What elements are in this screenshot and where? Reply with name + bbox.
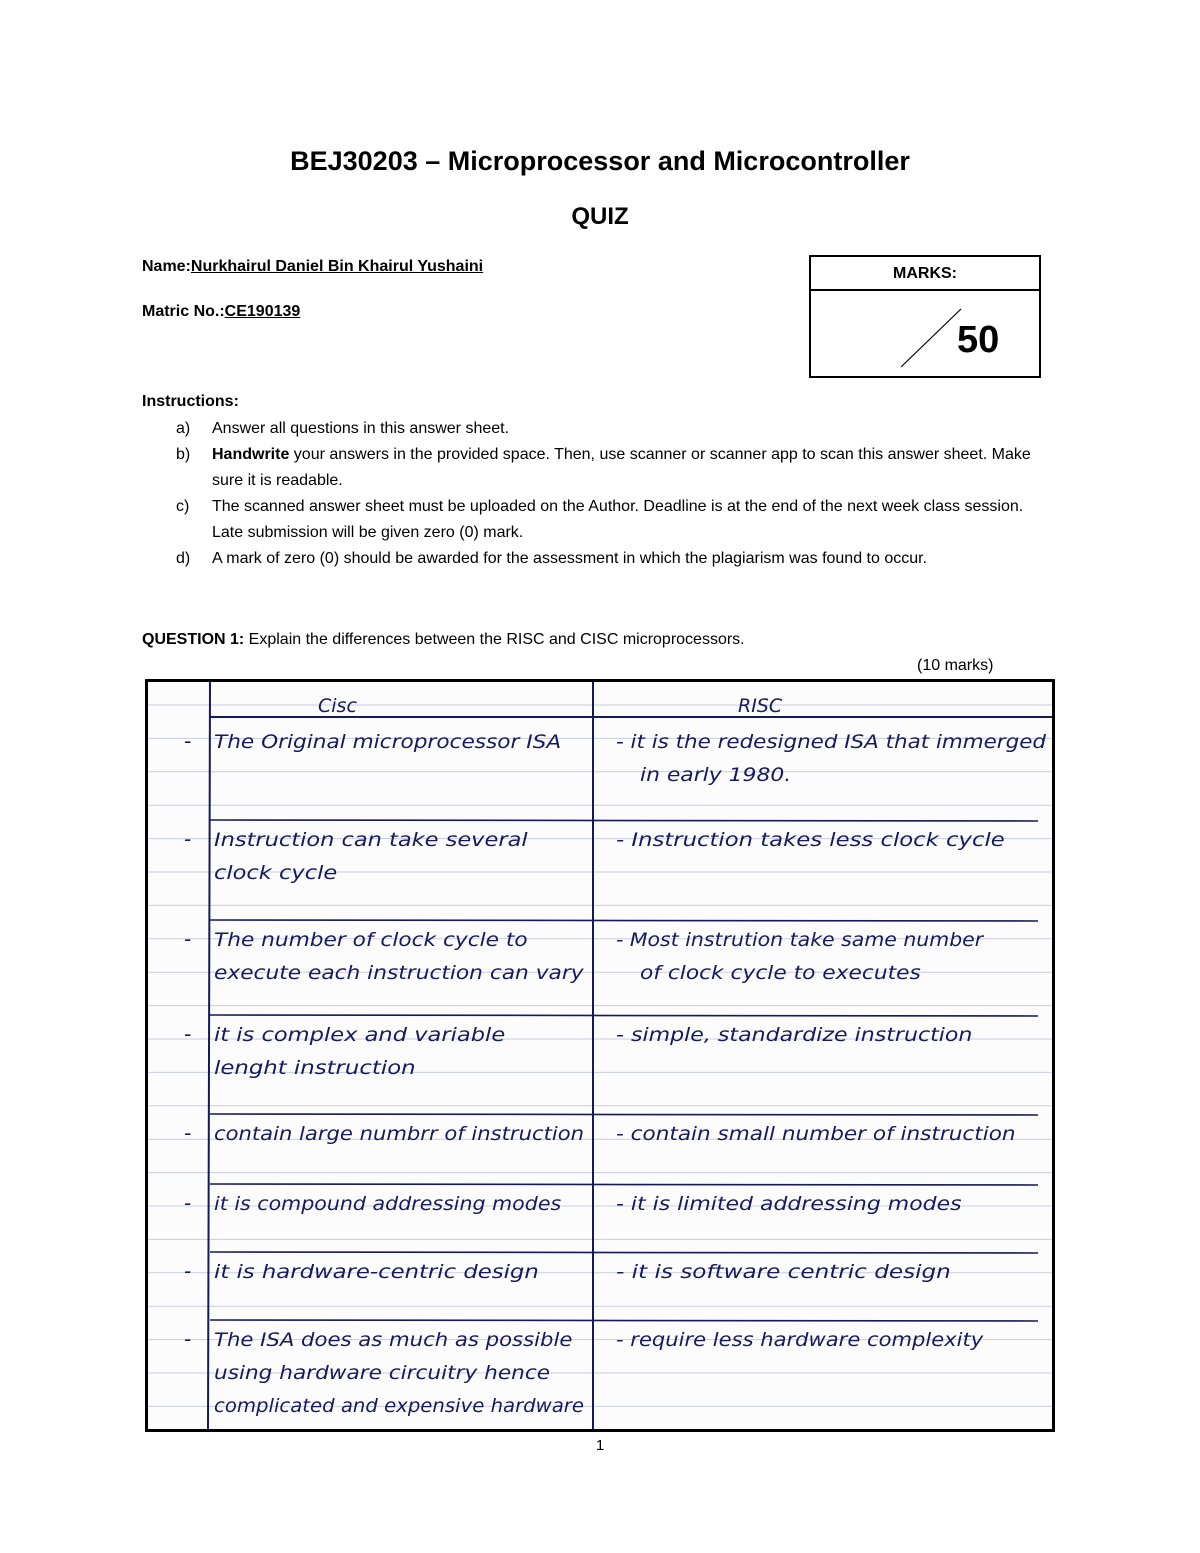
matric-label: Matric No.:: [142, 303, 225, 320]
answer-row: [184, 1022, 1038, 1115]
risc-answer-line: - Most instrution take same number: [616, 929, 985, 951]
instruction-text: The scanned answer sheet must be uploaded on the Author. Deadline is at the end of the next week class session. Late submission will be given zero (0) mark.: [212, 498, 1024, 541]
cisc-answer-line: it is complex and variable: [214, 1024, 506, 1046]
cisc-answer-line: The ISA does as much as possible: [214, 1329, 573, 1351]
name-label: Name:: [142, 258, 191, 275]
cisc-answer-line: execute each instruction can vary: [214, 962, 585, 984]
risc-answer-line: of clock cycle to executes: [640, 962, 921, 984]
ruled-lines: [148, 705, 1052, 1406]
row-separator: [210, 1184, 1038, 1185]
question-1-label: QUESTION 1:: [142, 631, 245, 648]
row-dash: -: [184, 1259, 192, 1283]
risc-answer-line: - require less hardware complexity: [616, 1329, 985, 1351]
answer-row: [184, 927, 1038, 1016]
instruction-text: Answer all questions in this answer sheet.: [212, 420, 510, 437]
row-dash: -: [184, 1121, 192, 1145]
instruction-item: [176, 416, 1056, 442]
instruction-letter: c): [176, 498, 190, 515]
question-1-marks: (10 marks): [917, 657, 994, 674]
risc-answer-line: - it is the redesigned ISA that immerged: [616, 731, 1048, 753]
cisc-answer-line: clock cycle: [214, 862, 338, 884]
cisc-answer-line: using hardware circuitry hence: [214, 1362, 550, 1384]
instruction-bold: Handwrite: [212, 446, 290, 463]
matric-value: CE190139: [224, 303, 301, 320]
row-separator: [210, 1015, 1038, 1016]
slash-divider: [899, 307, 963, 369]
answer-row: [184, 1259, 1038, 1321]
quiz-title: QUIZ: [571, 203, 629, 230]
cisc-answer-line: it is compound addressing modes: [214, 1193, 562, 1215]
risc-answer-line: - contain small number of instruction: [616, 1123, 1016, 1145]
answer-row: [184, 827, 1038, 921]
risc-answer-line: - Instruction takes less clock cycle: [616, 829, 1005, 851]
answer-row: [184, 1121, 1038, 1185]
margin-line: [208, 682, 210, 1429]
row-dash: -: [184, 1191, 192, 1215]
risc-answer-line: in early 1980.: [640, 764, 792, 786]
marks-total: 50: [957, 319, 1000, 361]
row-separator: [210, 1252, 1038, 1253]
instruction-letter: a): [176, 420, 191, 437]
row-separator: [210, 820, 1038, 821]
question-1-text: Explain the differences between the RISC and CISC microprocessors.: [244, 631, 745, 648]
cisc-answer-line: Instruction can take several: [214, 829, 529, 851]
marks-box: [809, 255, 1041, 378]
instruction-text: [212, 442, 1056, 494]
instruction-letter: b): [176, 446, 191, 463]
risc-header: RISC: [738, 695, 783, 717]
instruction-item: [176, 546, 1056, 572]
instruction-rest: your answers in the provided space. Then, use scanner or scanner app to scan this answer sheet. Make sure it is readable.: [212, 446, 1031, 489]
row-dash: -: [184, 1327, 192, 1351]
name-field: [142, 258, 483, 276]
cisc-answer-line: it is hardware-centric design: [214, 1261, 539, 1283]
row-dash: -: [184, 729, 192, 753]
cisc-answer-line: The Original microprocessor ISA: [214, 731, 562, 753]
marks-label: MARKS:: [811, 257, 1039, 291]
risc-answer-line: - it is limited addressing modes: [616, 1193, 962, 1215]
page-number: 1: [595, 1437, 605, 1454]
cisc-answer-line: The number of clock cycle to: [214, 929, 528, 951]
row-separator: [210, 1114, 1038, 1115]
answer-row: [184, 1327, 984, 1417]
cisc-answer-line: complicated and expensive hardware: [214, 1395, 584, 1417]
instructions-heading: Instructions:: [142, 393, 239, 410]
course-title: BEJ30203 – Microprocessor and Microcontroller: [290, 146, 910, 176]
row-dash: -: [184, 927, 192, 951]
risc-answer-line: - simple, standardize instruction: [616, 1024, 973, 1046]
instruction-item: [176, 494, 1056, 546]
instruction-item: [176, 442, 1056, 494]
handwritten-answer-sheet: [145, 679, 1055, 1432]
matric-field: [142, 303, 540, 321]
question-1: [142, 631, 745, 649]
answer-row: [184, 729, 1047, 821]
row-dash: -: [184, 1022, 192, 1046]
answer-sheet-drawing: [148, 682, 1052, 1429]
answer-row: [184, 1191, 1038, 1253]
instruction-letter: d): [176, 550, 191, 567]
row-dash: -: [184, 827, 192, 851]
cisc-header: Cisc: [318, 695, 357, 717]
cisc-answer-line: lenght instruction: [214, 1057, 416, 1079]
row-separator: [210, 1320, 1038, 1321]
cisc-answer-line: contain large numbrr of instruction: [214, 1123, 584, 1145]
instruction-text: A mark of zero (0) should be awarded for the assessment in which the plagiarism was found to occur.: [212, 550, 928, 567]
answer-content: [184, 682, 1052, 1429]
row-separator: [210, 920, 1038, 921]
name-value: Nurkhairul Daniel Bin Khairul Yushaini: [190, 258, 484, 275]
risc-answer-line: - it is software centric design: [616, 1261, 951, 1283]
